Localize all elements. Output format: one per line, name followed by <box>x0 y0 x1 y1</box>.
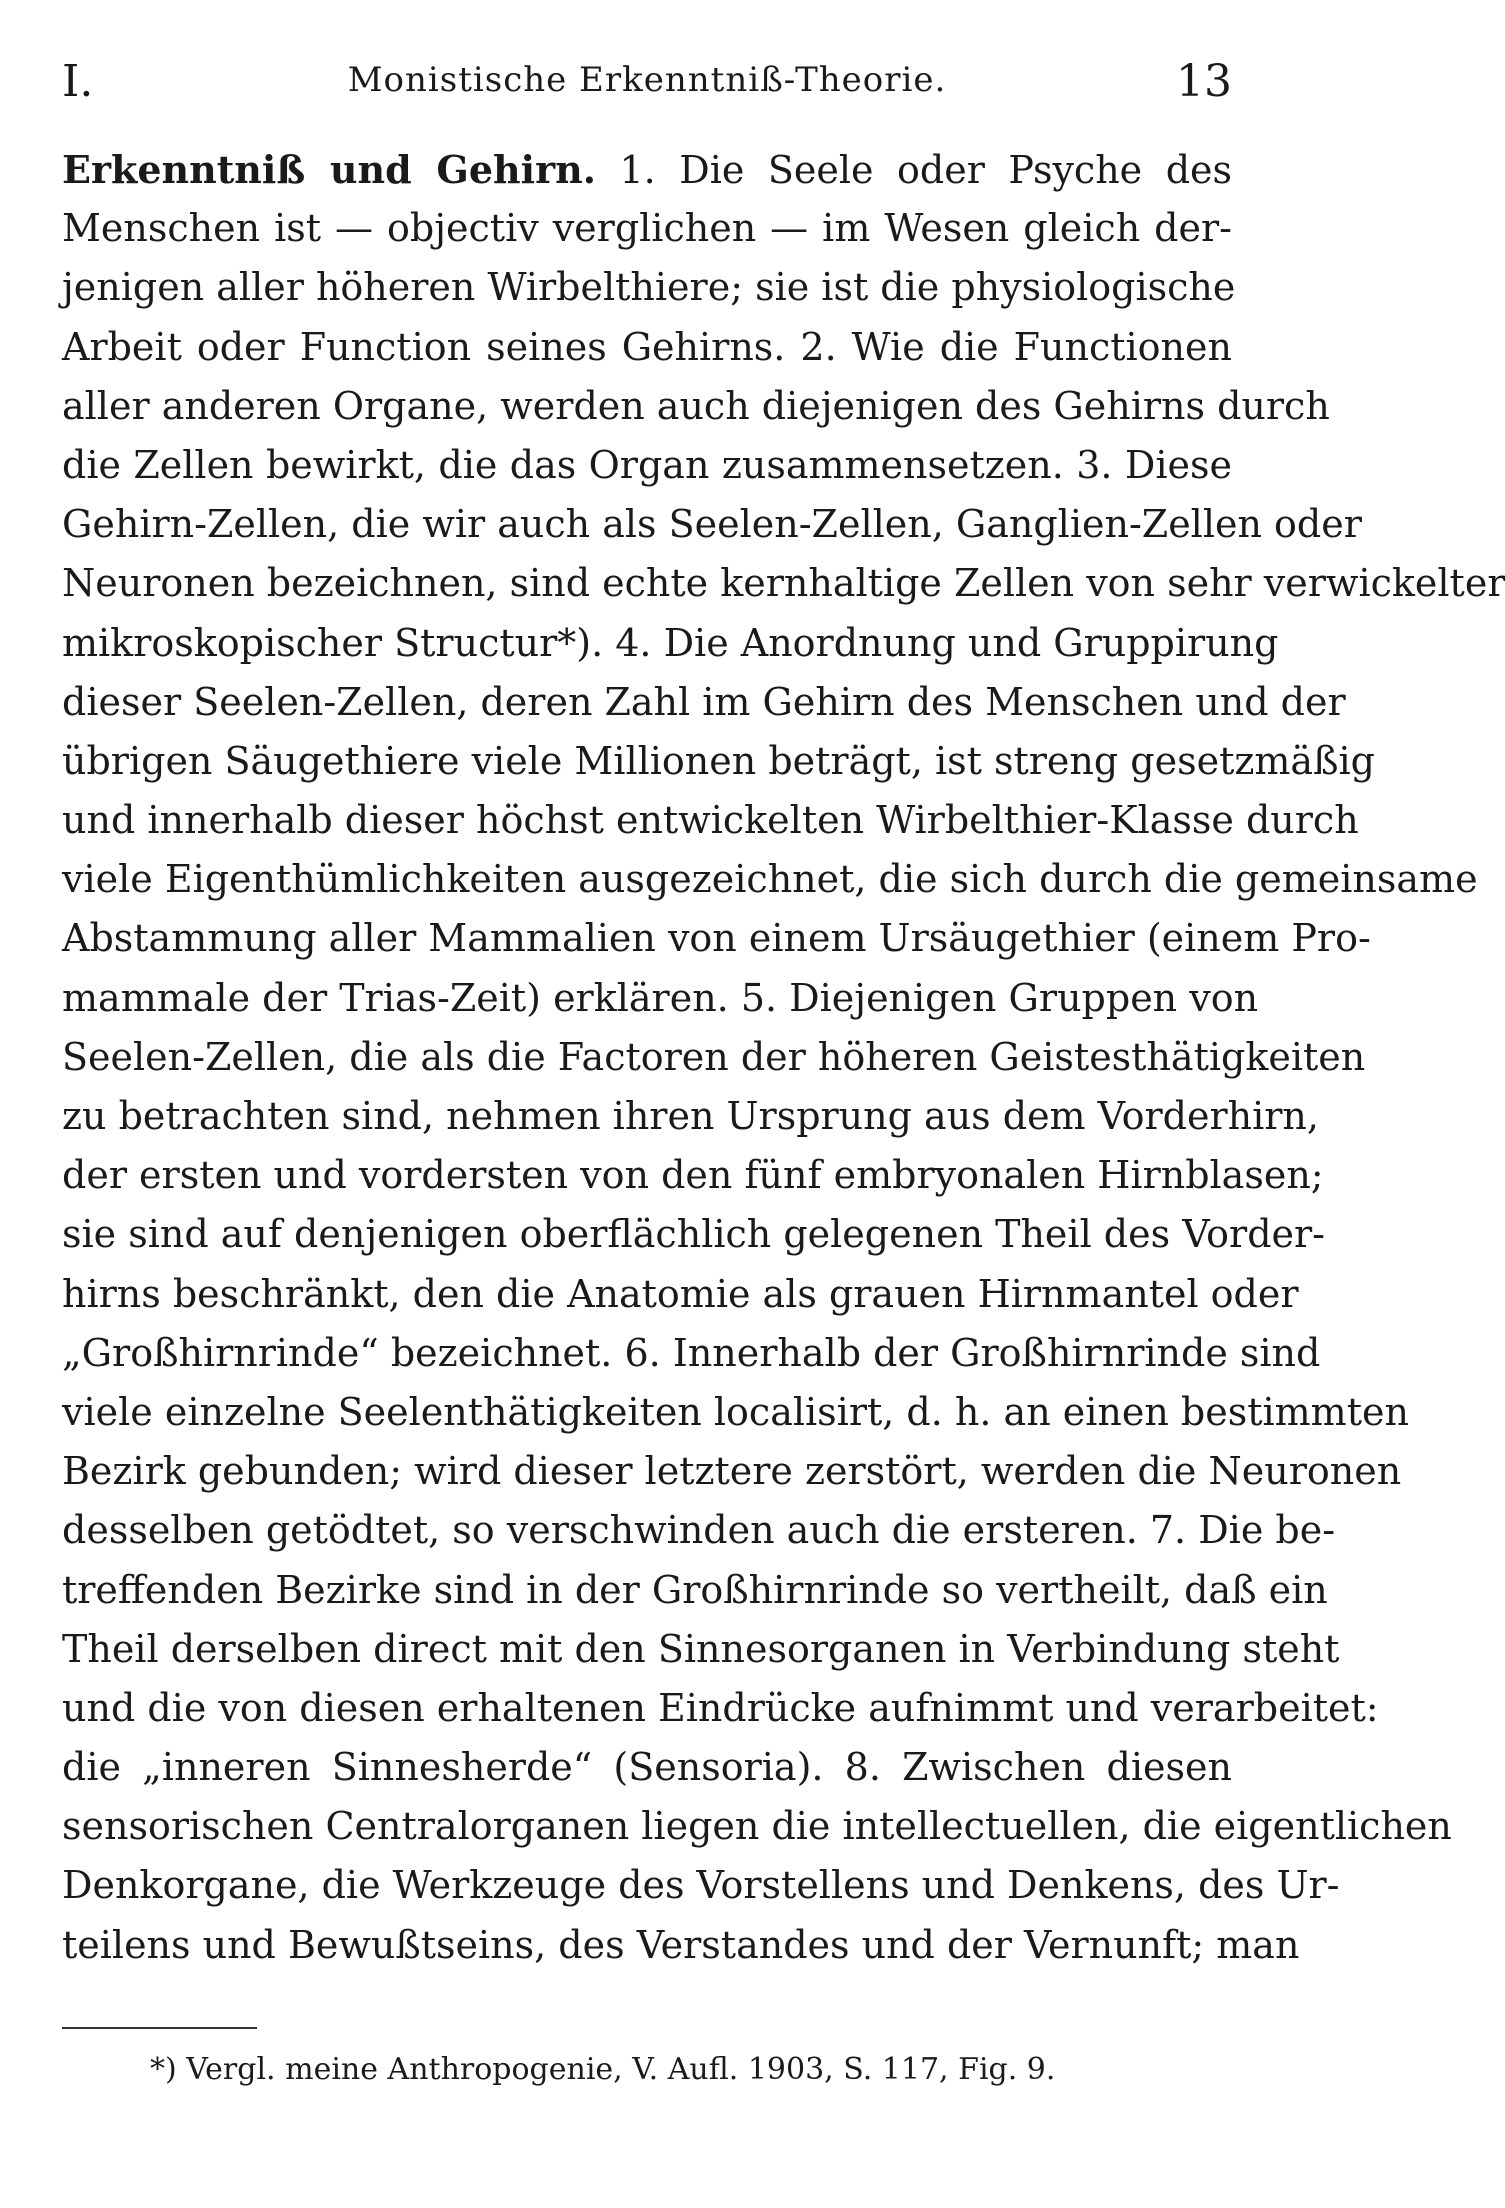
text-line: mikroskopischer Structur*). 4. Die Anordnung und Gruppirung <box>62 620 1279 665</box>
text-line: hirns beschränkt, den die Anatomie als grauen Hirnmantel oder <box>62 1271 1299 1316</box>
text-line: jenigen aller höheren Wirbelthiere; sie ist die physiologische <box>62 265 1236 310</box>
text-line: zu betrachten sind, nehmen ihren Ursprung aus dem Vorderhirn, <box>62 1094 1319 1138</box>
text-line: treffenden Bezirke sind in der Großhirnrinde so vertheilt, daß ein <box>62 1567 1328 1612</box>
text-line: dieser Seelen-Zellen, deren Zahl im Gehirn des Menschen und der <box>62 679 1346 724</box>
chapter-number: I. <box>62 56 94 107</box>
text-line: mammale der Trias-Zeit) erklären. 5. Diejenigen Gruppen von <box>62 975 1259 1020</box>
text-line: übrigen Säugethiere viele Millionen beträgt, ist streng gesetzmäßig <box>62 738 1375 783</box>
text-line: sie sind auf denjenigen oberflächlich gelegenen Theil des Vorder- <box>62 1212 1326 1257</box>
text-line: viele einzelne Seelenthätigkeiten localisirt, d. h. an einen bestimmten <box>62 1389 1409 1434</box>
text-line: Theil derselben direct mit den Sinnesorganen in Verbindung steht <box>62 1626 1340 1671</box>
text-line: die „inneren Sinnesherde“ (Sensoria). 8. Zwischen diesen <box>62 1745 1232 1790</box>
main-text <box>62 140 1505 1975</box>
footnote-separator <box>62 2027 257 2029</box>
running-title: Monistische Erkenntniß-Theorie. <box>347 60 947 100</box>
text-line-1-content: 1. Die Seele oder Psyche des <box>595 148 1233 192</box>
text-line: aller anderen Organe, werden auch diejenigen des Gehirns durch <box>62 383 1330 428</box>
text-line: Arbeit oder Function seines Gehirns. 2. Wie die Functionen <box>62 324 1232 369</box>
text-line: viele Eigenthümlichkeiten ausgezeichnet, die sich durch die gemeinsame <box>62 857 1478 902</box>
text-line: Menschen ist — objectiv verglichen — im Wesen gleich der- <box>62 206 1232 251</box>
text-line: Seelen-Zellen, die als die Factoren der höheren Geistesthätigkeiten <box>62 1034 1366 1079</box>
text-line: und innerhalb dieser höchst entwickelten Wirbelthier-Klasse durch <box>62 798 1359 843</box>
text-line: sensorischen Centralorganen liegen die intellectuellen, die eigentlichen <box>62 1804 1452 1849</box>
text-line: Gehirn-Zellen, die wir auch als Seelen-Zellen, Ganglien-Zellen oder <box>62 502 1362 547</box>
text-line: die Zellen bewirkt, die das Organ zusammensetzen. 3. Diese <box>62 442 1232 487</box>
text-line: Denkorgane, die Werkzeuge des Vorstellens und Denkens, des Ur- <box>62 1863 1340 1908</box>
text-line: Neuronen bezeichnen, sind echte kernhaltige Zellen von sehr verwickelter <box>62 561 1505 606</box>
text-line: teilens und Bewußtseins, des Verstandes und der Vernunft; man <box>62 1922 1300 1967</box>
page-number: 13 <box>1176 56 1232 107</box>
text-line-1 <box>62 140 1232 199</box>
section-heading: Erkenntniß und Gehirn. <box>62 147 596 192</box>
footnote: *) Vergl. meine Anthropogenie, V. Aufl. 1903, S. 117, Fig. 9. <box>150 2052 1056 2087</box>
text-line: der ersten und vordersten von den fünf embryonalen Hirnblasen; <box>62 1153 1324 1198</box>
text-line: Abstammung aller Mammalien von einem Ursäugethier (einem Pro- <box>62 916 1371 961</box>
text-line: und die von diesen erhaltenen Eindrücke aufnimmt und verarbeitet: <box>62 1685 1379 1730</box>
page-header <box>62 52 1232 112</box>
text-line: desselben getödtet, so verschwinden auch die ersteren. 7. Die be- <box>62 1508 1336 1553</box>
text-line: „Großhirnrinde“ bezeichnet. 6. Innerhalb der Großhirnrinde sind <box>62 1330 1321 1375</box>
text-line: Bezirk gebunden; wird dieser letztere zerstört, werden die Neuronen <box>62 1449 1402 1494</box>
